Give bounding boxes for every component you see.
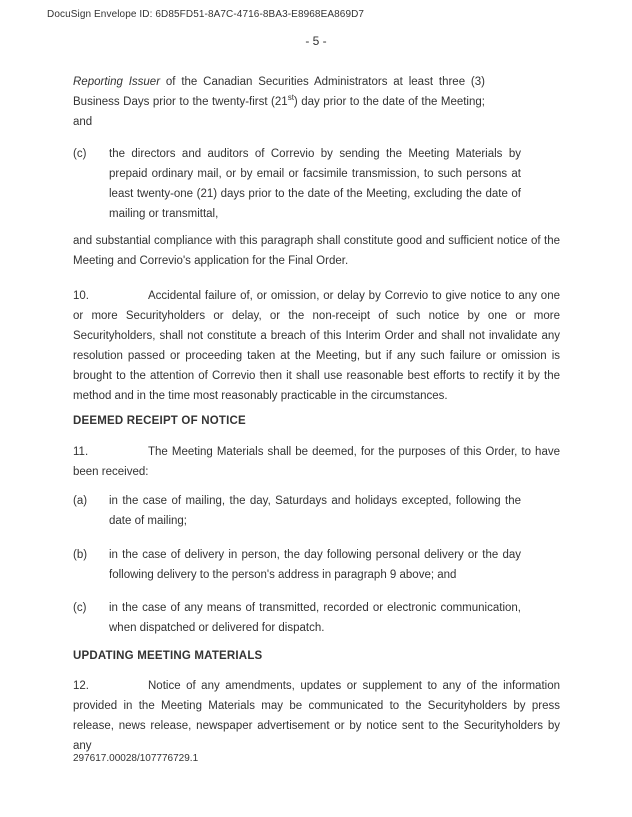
list-item-label: (c) — [73, 148, 87, 160]
paragraph-number: 11. — [73, 446, 89, 458]
page-number: - 5 - — [305, 34, 327, 48]
list-item-label: (a) — [73, 495, 88, 507]
reporting-issuer-italic-text: Reporting Issuer — [73, 76, 161, 88]
list-item-a-mailing — [73, 491, 560, 531]
paragraph-11 — [73, 442, 560, 482]
document-body — [73, 72, 560, 756]
paragraph-reporting-issuer-continuation — [73, 72, 485, 132]
list-item-text: in the case of any means of transmitted, recorded or electronic communication, when dispatched or delivered for dispatch. — [109, 602, 521, 634]
paragraph-12-text: Notice of any amendments, updates or supplement to any of the information provided in the Meeting Materials may be communicated to the Securityholders by press release, news release, newspaper advertisement or by notice sent to the Securityholders by any — [73, 680, 560, 752]
continuation-tail-text: ) day prior to the date of the Meeting; and — [73, 96, 485, 128]
list-item-c-dispatch — [73, 598, 560, 638]
section-heading-deemed-receipt: DEEMED RECEIPT OF NOTICE — [73, 415, 246, 427]
footer-file-number: 297617.00028/107776729.1 — [73, 753, 199, 764]
paragraph-10-text: Accidental failure of, or omission, or delay by Correvio to give notice to any one or more Securityholders or delay, or the non-receipt of such notice by one or more Securityholders, shall not constitute a breach of this Interim Order and shall not invalidate any resolution passed or proceeding taken at the Meeting, but if any such failure or omission is brought to the attention of Correvio then it shall use reasonable best efforts to rectify it by the method and in the time most reasonably practicable in the circumstances. — [73, 290, 560, 402]
docusign-envelope-id: DocuSign Envelope ID: 6D85FD51-8A7C-4716-8BA3-E8968EA869D7 — [47, 9, 365, 20]
list-item-text: in the case of delivery in person, the day following personal delivery or the day following delivery to the person's address in paragraph 9 above; and — [109, 549, 521, 581]
list-item-label: (c) — [73, 602, 87, 614]
list-item-text: in the case of mailing, the day, Saturdays and holidays excepted, following the date of mailing; — [109, 495, 521, 527]
section-heading-updating-materials: UPDATING MEETING MATERIALS — [73, 650, 263, 662]
paragraph-11-text: The Meeting Materials shall be deemed, for the purposes of this Order, to have been received: — [73, 446, 560, 478]
paragraph-compliance: and substantial compliance with this paragraph shall constitute good and sufficient notice of the Meeting and Correvio's application for the Final Order. — [73, 235, 560, 267]
paragraph-12 — [73, 676, 560, 756]
list-item-label: (b) — [73, 549, 88, 561]
paragraph-number: 10. — [73, 290, 89, 302]
paragraph-10 — [73, 286, 560, 406]
continuation-middle-text: of the Canadian Securities Administrators at least three (3) Business Days prior to the twenty-first (21 — [73, 76, 485, 108]
list-item-text: the directors and auditors of Correvio by sending the Meeting Materials by prepaid ordinary mail, or by email or facsimile transmission, to such persons at least twenty-one (21) days prior to the date of the Meeting, excluding the date of mailing or transmittal, — [109, 148, 521, 220]
list-item-b-delivery — [73, 545, 560, 585]
paragraph-number: 12. — [73, 680, 89, 692]
list-item-c-notice — [73, 144, 560, 224]
ordinal-superscript: st — [287, 93, 294, 103]
